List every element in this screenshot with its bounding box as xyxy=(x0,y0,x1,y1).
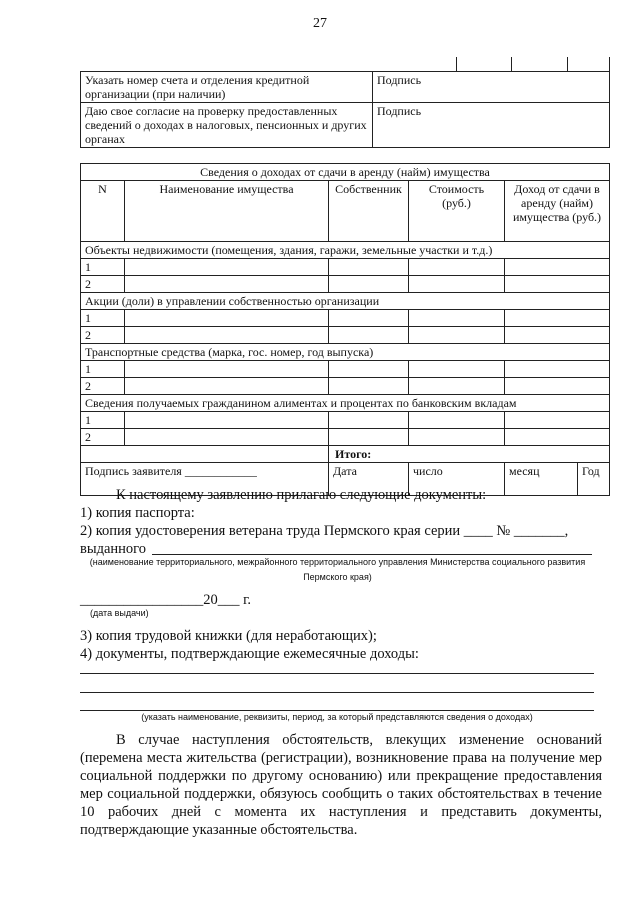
doc-item-income-documents: 4) документы, подтверждающие ежемесячные доходы: xyxy=(80,646,419,662)
header-owner: Собственник xyxy=(329,181,409,242)
bank-account-signature[interactable]: Подпись xyxy=(373,72,610,103)
issue-date-note: (дата выдачи) xyxy=(90,608,149,618)
consent-row xyxy=(81,103,610,148)
rental-income-table xyxy=(80,163,610,496)
table-row xyxy=(81,429,610,446)
row-number: 1 xyxy=(81,361,125,378)
row-number: 1 xyxy=(81,310,125,327)
income-docs-line-3[interactable] xyxy=(80,710,594,711)
bank-account-label: Указать номер счета и отделения кредитной организации (при наличии) xyxy=(81,72,373,103)
row-number: 2 xyxy=(81,378,125,395)
doc-item-work-book: 3) копия трудовой книжки (для неработающих); xyxy=(80,628,377,644)
row-number: 2 xyxy=(81,276,125,293)
doc-item-passport: 1) копия паспорта: xyxy=(80,505,195,521)
date-label: Дата xyxy=(329,463,409,496)
income-docs-note: (указать наименование, реквизиты, период, за который представляются сведения о доходах) xyxy=(141,712,533,722)
issuer-note-continued: Пермского края) xyxy=(303,572,372,582)
section-alimony-interest: Сведения получаемых гражданином алиментах и процентах по банковским вкладам xyxy=(81,395,610,412)
year-label[interactable]: Год xyxy=(582,464,600,478)
day-label[interactable]: число xyxy=(409,463,505,496)
consent-signature[interactable]: Подпись xyxy=(373,103,610,148)
table-row xyxy=(81,259,610,276)
table-row xyxy=(81,276,610,293)
income-table-header xyxy=(81,181,610,242)
income-table-title: Сведения о доходах от сдачи в аренду (найм) имущества xyxy=(81,164,610,181)
bank-consent-table xyxy=(80,57,610,148)
total-row xyxy=(81,446,610,463)
section-real-estate: Объекты недвижимости (помещения, здания, гаражи, земельные участки и т.д.) xyxy=(81,242,610,259)
page-number: 27 xyxy=(313,16,327,31)
section-vehicles: Транспортные средства (марка, гос. номер, год выпуска) xyxy=(81,344,610,361)
bank-account-row xyxy=(81,72,610,103)
row-number: 2 xyxy=(81,327,125,344)
header-rental-income: Доход от сдачи в аренду (найм) имущества (руб.) xyxy=(505,181,610,242)
header-cost: Стоимость (руб.) xyxy=(409,181,505,242)
issuer-note: (наименование территориального, межрайонного территориального управления Министерства социального развития xyxy=(89,557,586,567)
documents-intro: К настоящему заявлению прилагаю следующие документы: xyxy=(116,487,487,503)
income-docs-line-1[interactable] xyxy=(80,673,594,674)
consent-label: Даю свое согласие на проверку предоставленных сведений о доходах в налоговых, пенсионных и других органах xyxy=(81,103,373,148)
section-shares: Акции (доли) в управлении собственностью организации xyxy=(81,293,610,310)
table-row xyxy=(81,361,610,378)
closing-paragraph: В случае наступления обстоятельств, влекущих изменение оснований (перемена места жительства (регистрации), возникновение права на получение мер социальной поддержки по другому основанию) или прекращение предоставления мер социальной поддержки, обязуюсь сообщить о таких обстоятельствах в течение 10 рабочих дней с момента их наступления и представить документы, подтверждающие указанные обстоятельства. xyxy=(80,732,602,838)
month-label[interactable]: месяц xyxy=(505,463,578,495)
table-row xyxy=(81,327,610,344)
doc-issued-label: выданного xyxy=(80,541,147,557)
total-label: Итого: xyxy=(329,446,610,463)
income-docs-line-2[interactable] xyxy=(80,692,594,693)
header-property-name: Наименование имущества xyxy=(125,181,329,242)
table-row xyxy=(81,310,610,327)
row-number: 1 xyxy=(81,412,125,429)
table-row xyxy=(81,412,610,429)
row-number: 1 xyxy=(81,259,125,276)
applicant-signature[interactable]: Подпись заявителя ____________ xyxy=(81,463,329,496)
issue-date-line[interactable]: _________________20___ г. xyxy=(80,592,252,608)
header-number: N xyxy=(81,181,125,242)
issuer-line[interactable] xyxy=(152,554,592,555)
row-number: 2 xyxy=(81,429,125,446)
doc-item-veteran-certificate: 2) копия удостоверения ветерана труда Пермского края серии ____ № _______, xyxy=(80,523,569,539)
table-row xyxy=(81,378,610,395)
